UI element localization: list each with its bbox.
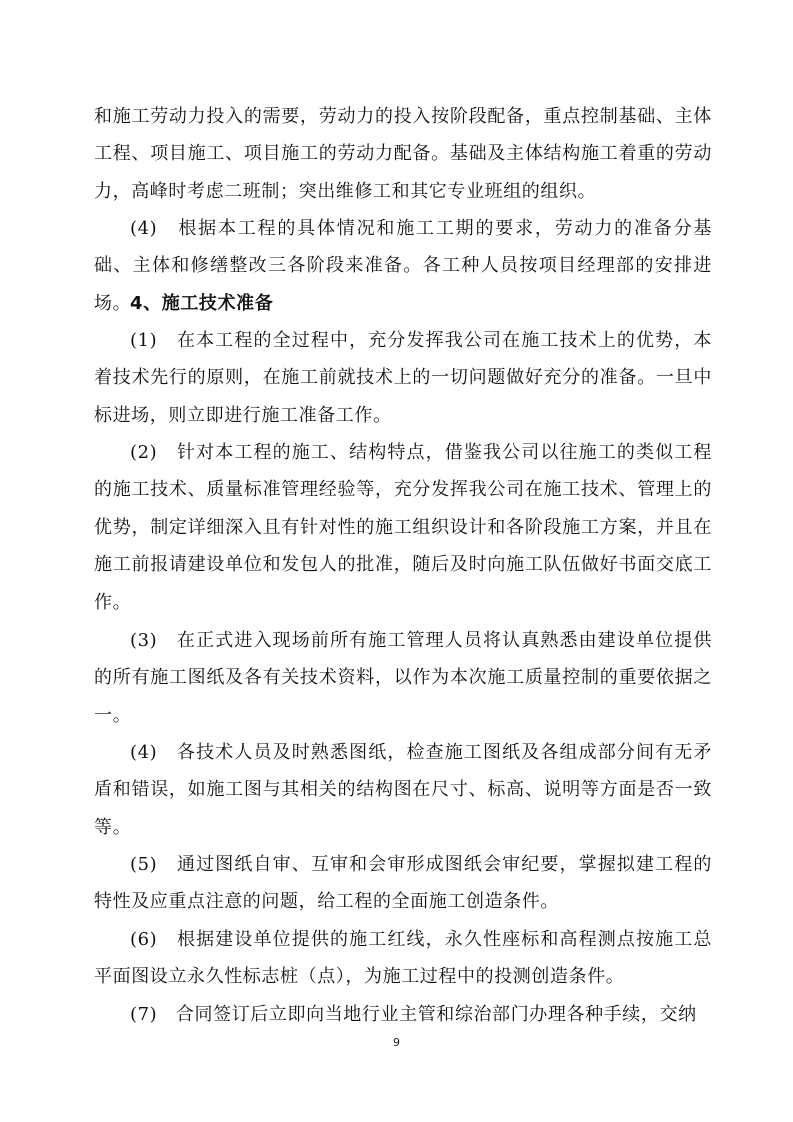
paragraph-item-3: (3) 在正式进入现场前所有施工管理人员将认真熟悉由建设单位提供的所有施工图纸及各有关技术资料，以作为本次施工质量控制的重要依据之一。: [94, 630, 712, 726]
paragraph-item-5: (5) 通过图纸自审、互审和会审形成图纸会审纪要，掌握拟建工程的特性及应重点注意的问题，给工程的全面施工创造条件。: [94, 854, 712, 913]
paragraph-item-1: (1) 在本工程的全过程中，充分发挥我公司在施工技术上的优势，本着技术先行的原则，在施工前就技术上的一切问题做好充分的准备。一旦中标进场，则立即进行施工准备工作。: [94, 330, 712, 426]
paragraph-labor-input: 和施工劳动力投入的需要，劳动力的投入按阶段配备，重点控制基础、主体工程、项目施工、项目施工的劳动力配备。基础及主体结构施工着重的劳动力，高峰时考虑二班制；突出维修工和其它专业班组的组织。: [94, 106, 712, 202]
page-number: 9: [393, 1036, 400, 1049]
paragraph-item-4: (4) 各技术人员及时熟悉图纸，检查施工图纸及各组成部分间有无矛盾和错误，如施工图与其相关的结构图在尺寸、标高、说明等方面是否一致等。: [94, 742, 712, 838]
paragraph-item-6: (6) 根据建设单位提供的施工红线，永久性座标和高程测点按施工总平面图设立永久性标志桩（点），为施工过程中的投测创造条件。: [94, 929, 712, 988]
section-heading: 4、施工技术准备: [130, 293, 274, 314]
paragraph-item-2: (2) 针对本工程的施工、结构特点，借鉴我公司以往施工的类似工程的施工技术、质量标准管理经验等，充分发挥我公司在施工技术、管理上的优势，制定详细深入且有针对性的施工组织设计和各阶段施工方案，并且在施工前报请建设单位和发包人的批准，随后及时向施工队伍做好书面交底工作。: [94, 442, 712, 613]
paragraph-item-7: (7) 合同签订后立即向当地行业主管和综治部门办理各种手续，交纳: [130, 1004, 697, 1025]
paragraph-item-4-labor: (4) 根据本工程的具体情况和施工工期的要求，劳动力的准备分基础、主体和修缮整改三各阶段来准备。各工种人员按项目经理部的安排进场。: [94, 218, 712, 314]
